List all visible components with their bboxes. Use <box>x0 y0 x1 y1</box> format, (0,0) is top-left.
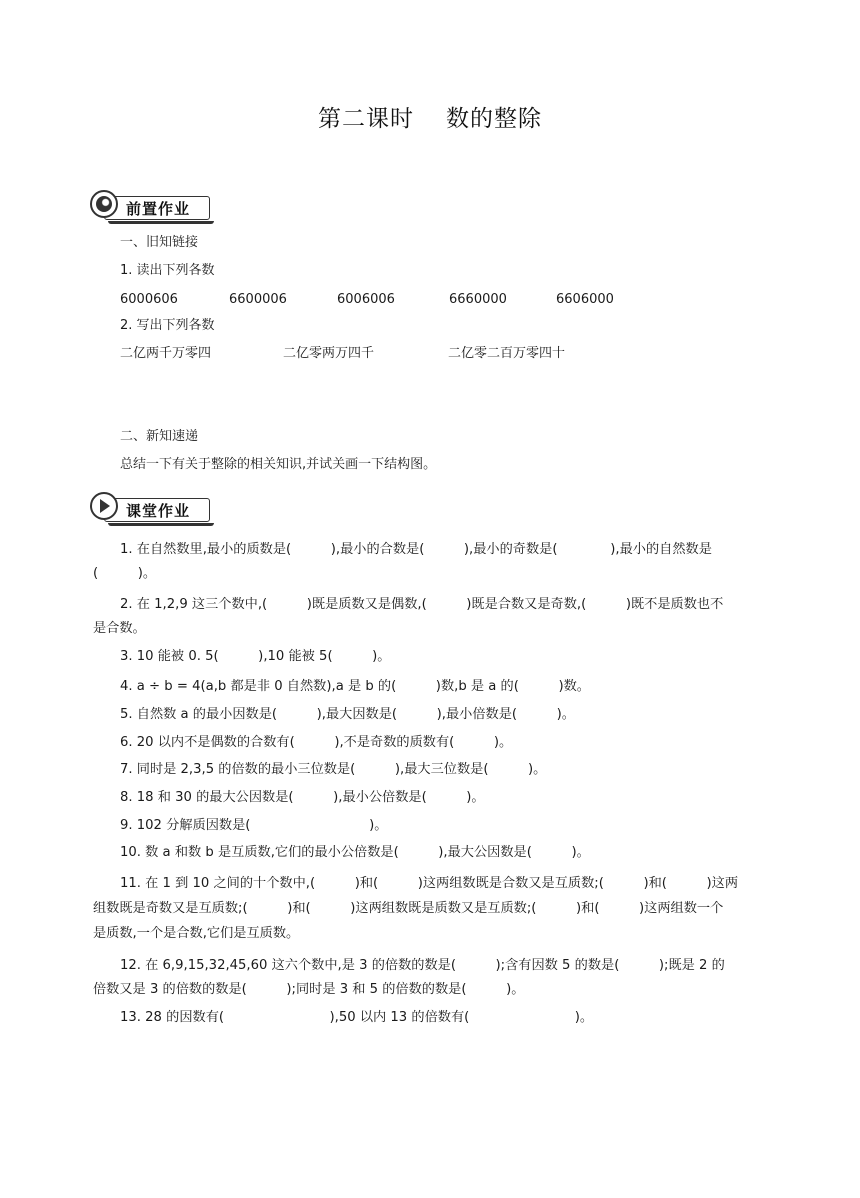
instruction-text: 总结一下有关于整除的相关知识,并试关画一下结构图。 <box>120 457 437 472</box>
title-lesson: 第二课时 <box>318 106 414 132</box>
question-10: 10. 数 a 和数 b 是互质数,它们的最小公倍数是( ),最大公因数是( )。 <box>120 845 590 860</box>
swirl-icon <box>90 190 118 218</box>
question-11-cont: 是质数,一个是合数,它们是互质数。 <box>93 926 300 941</box>
write-item: 二亿两千万零四 <box>120 346 212 361</box>
question-12-cont: 倍数又是 3 的倍数的数是( );同时是 3 和 5 的倍数的数是( )。 <box>93 982 525 997</box>
question-label: 2. 写出下列各数 <box>120 318 215 333</box>
number-item: 6606000 <box>556 292 614 307</box>
question-4: 4. a ÷ b = 4(a,b 都是非 0 自然数),a 是 b 的( )数,b 是 a 的( )数。 <box>120 679 590 694</box>
question-1-cont: ( )。 <box>93 566 157 581</box>
number-item: 6000606 <box>120 292 178 307</box>
number-item: 6600006 <box>229 292 287 307</box>
page-title <box>0 100 860 133</box>
write-item: 二亿零二百万零四十 <box>448 346 566 361</box>
question-11: 11. 在 1 到 10 之间的十个数中,( )和( )这两组数既是合数又是互质数;( )和( )这两 <box>120 876 739 891</box>
question-7: 7. 同时是 2,3,5 的倍数的最小三位数是( ),最大三位数是( )。 <box>120 762 547 777</box>
classroom-homework-badge <box>90 490 210 524</box>
question-5: 5. 自然数 a 的最小因数是( ),最大因数是( ),最小倍数是( )。 <box>120 707 575 722</box>
question-label: 1. 读出下列各数 <box>120 263 215 278</box>
question-6: 6. 20 以内不是偶数的合数有( ),不是奇数的质数有( )。 <box>120 735 513 750</box>
section-heading: 二、新知速递 <box>120 429 199 444</box>
pre-homework-badge <box>90 188 210 222</box>
question-13: 13. 28 的因数有( ),50 以内 13 的倍数有( )。 <box>120 1010 594 1025</box>
question-8: 8. 18 和 30 的最大公因数是( ),最小公倍数是( )。 <box>120 790 485 805</box>
question-2: 2. 在 1,2,9 这三个数中,( )既是质数又是偶数,( )既是合数又是奇数,( )既不是质数也不 <box>120 597 724 612</box>
question-12: 12. 在 6,9,15,32,45,60 这六个数中,是 3 的倍数的数是( );含有因数 5 的数是( );既是 2 的 <box>120 958 725 973</box>
question-11-cont: 组数既是奇数又是互质数;( )和( )这两组数既是质数又是互质数;( )和( )这两组数一个 <box>93 901 724 916</box>
question-3: 3. 10 能被 0. 5( ),10 能被 5( )。 <box>120 649 391 664</box>
write-item: 二亿零两万四千 <box>283 346 375 361</box>
badge-label: 课堂作业 <box>126 502 191 520</box>
question-2-cont: 是合数。 <box>93 621 146 636</box>
question-1: 1. 在自然数里,最小的质数是( ),最小的合数是( ),最小的奇数是( ),最小的自然数是 <box>120 542 712 557</box>
number-item: 6660000 <box>449 292 507 307</box>
section-heading: 一、旧知链接 <box>120 235 199 250</box>
badge-label: 前置作业 <box>126 200 191 218</box>
play-icon <box>90 492 118 520</box>
number-item: 6006006 <box>337 292 395 307</box>
question-9: 9. 102 分解质因数是( )。 <box>120 818 388 833</box>
title-topic: 数的整除 <box>446 106 542 132</box>
